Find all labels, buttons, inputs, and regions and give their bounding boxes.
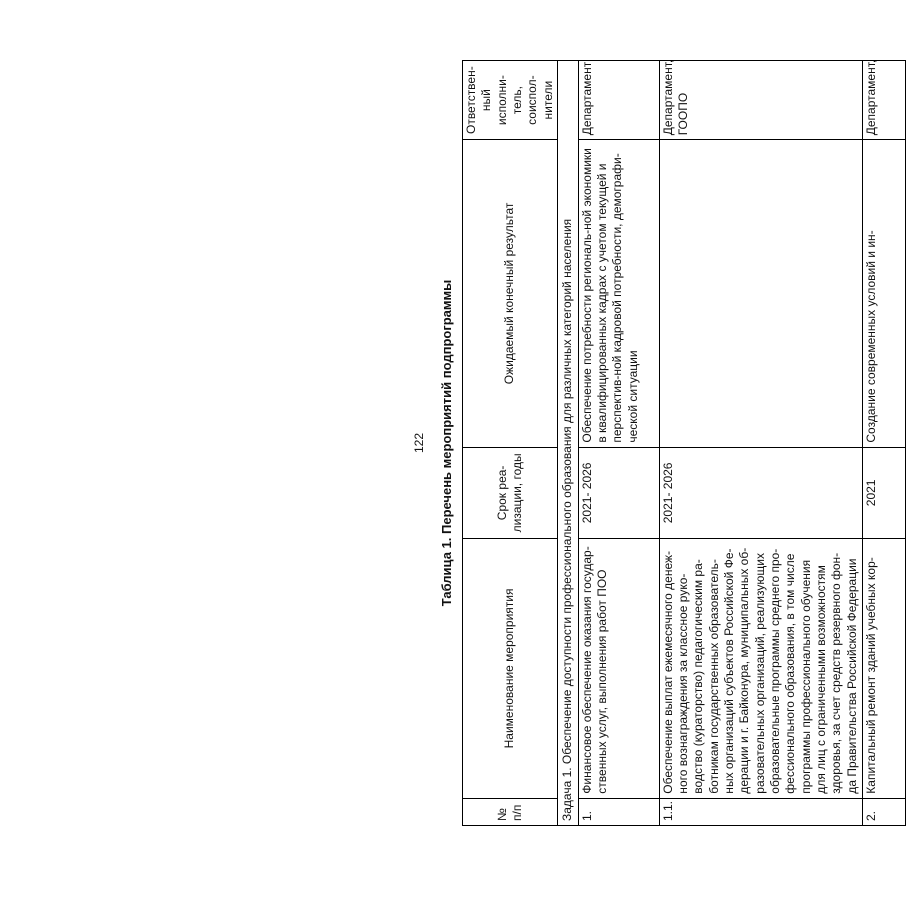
activities-table	[462, 60, 906, 826]
table-row	[862, 61, 905, 826]
table-row	[659, 61, 862, 826]
row-name: Обеспечение выплат ежемесячного денеж-ного вознаграждения за классное руко-водство (кураторство) педагогическим ра-ботникам государственных образователь-ных организаций субъектов Российской Фе-дерации и г. Байконура, муниципальных об-разовательных организаций, реализующих образовательные программы среднего про-фессионального образования, в том числе программы профессионального обучения для лиц с ограниченными возможностям здоровья, за счет средств резервного фон-да Правительства Российской Федерации	[659, 539, 862, 799]
row-responsible: Департамент,	[862, 61, 905, 140]
row-num: 1.	[578, 798, 659, 825]
header-term: Срок реа-лизации, годы	[463, 447, 558, 539]
row-term: 2021- 2026	[578, 447, 659, 539]
row-result	[659, 140, 862, 447]
task-row	[558, 61, 578, 826]
table-row	[578, 61, 659, 826]
row-result: Создание современных условий и ин-	[862, 140, 905, 447]
rotated-page	[78, 59, 878, 826]
row-result: Обеспечение потребности региональ-ной экономики в квалифицированных кадрах с учетом текущей и перспектив-ной кадровой потребности, демографи-ческой ситуации	[578, 140, 659, 447]
task-cell: Задача 1. Обеспечение доступности профессионального образования для различных категорий населения	[558, 61, 578, 826]
row-num: 2.	[862, 798, 905, 825]
header-num: № п/п	[463, 798, 558, 825]
page-number: 122	[412, 432, 426, 454]
table-title: Таблица 1. Перечень мероприятий подпрограммы	[439, 279, 454, 607]
row-name: Финансовое обеспечение оказания государ-ственных услуг, выполнения работ ПОО	[578, 539, 659, 799]
row-responsible: Департамент	[578, 61, 659, 140]
row-name: Капитальный ремонт зданий учебных кор-	[862, 539, 905, 799]
header-name: Наименование мероприятия	[463, 539, 558, 799]
row-term: 2021- 2026	[659, 447, 862, 539]
row-responsible: Департамент, ГООПО	[659, 61, 862, 140]
row-num: 1.1.	[659, 798, 862, 825]
header-result: Ожидаемый конечный результат	[463, 140, 558, 447]
table-header-row	[463, 61, 558, 826]
row-term: 2021	[862, 447, 905, 539]
header-responsible: Ответствен-ный исполни-тель, соиспол-нители	[463, 61, 558, 140]
